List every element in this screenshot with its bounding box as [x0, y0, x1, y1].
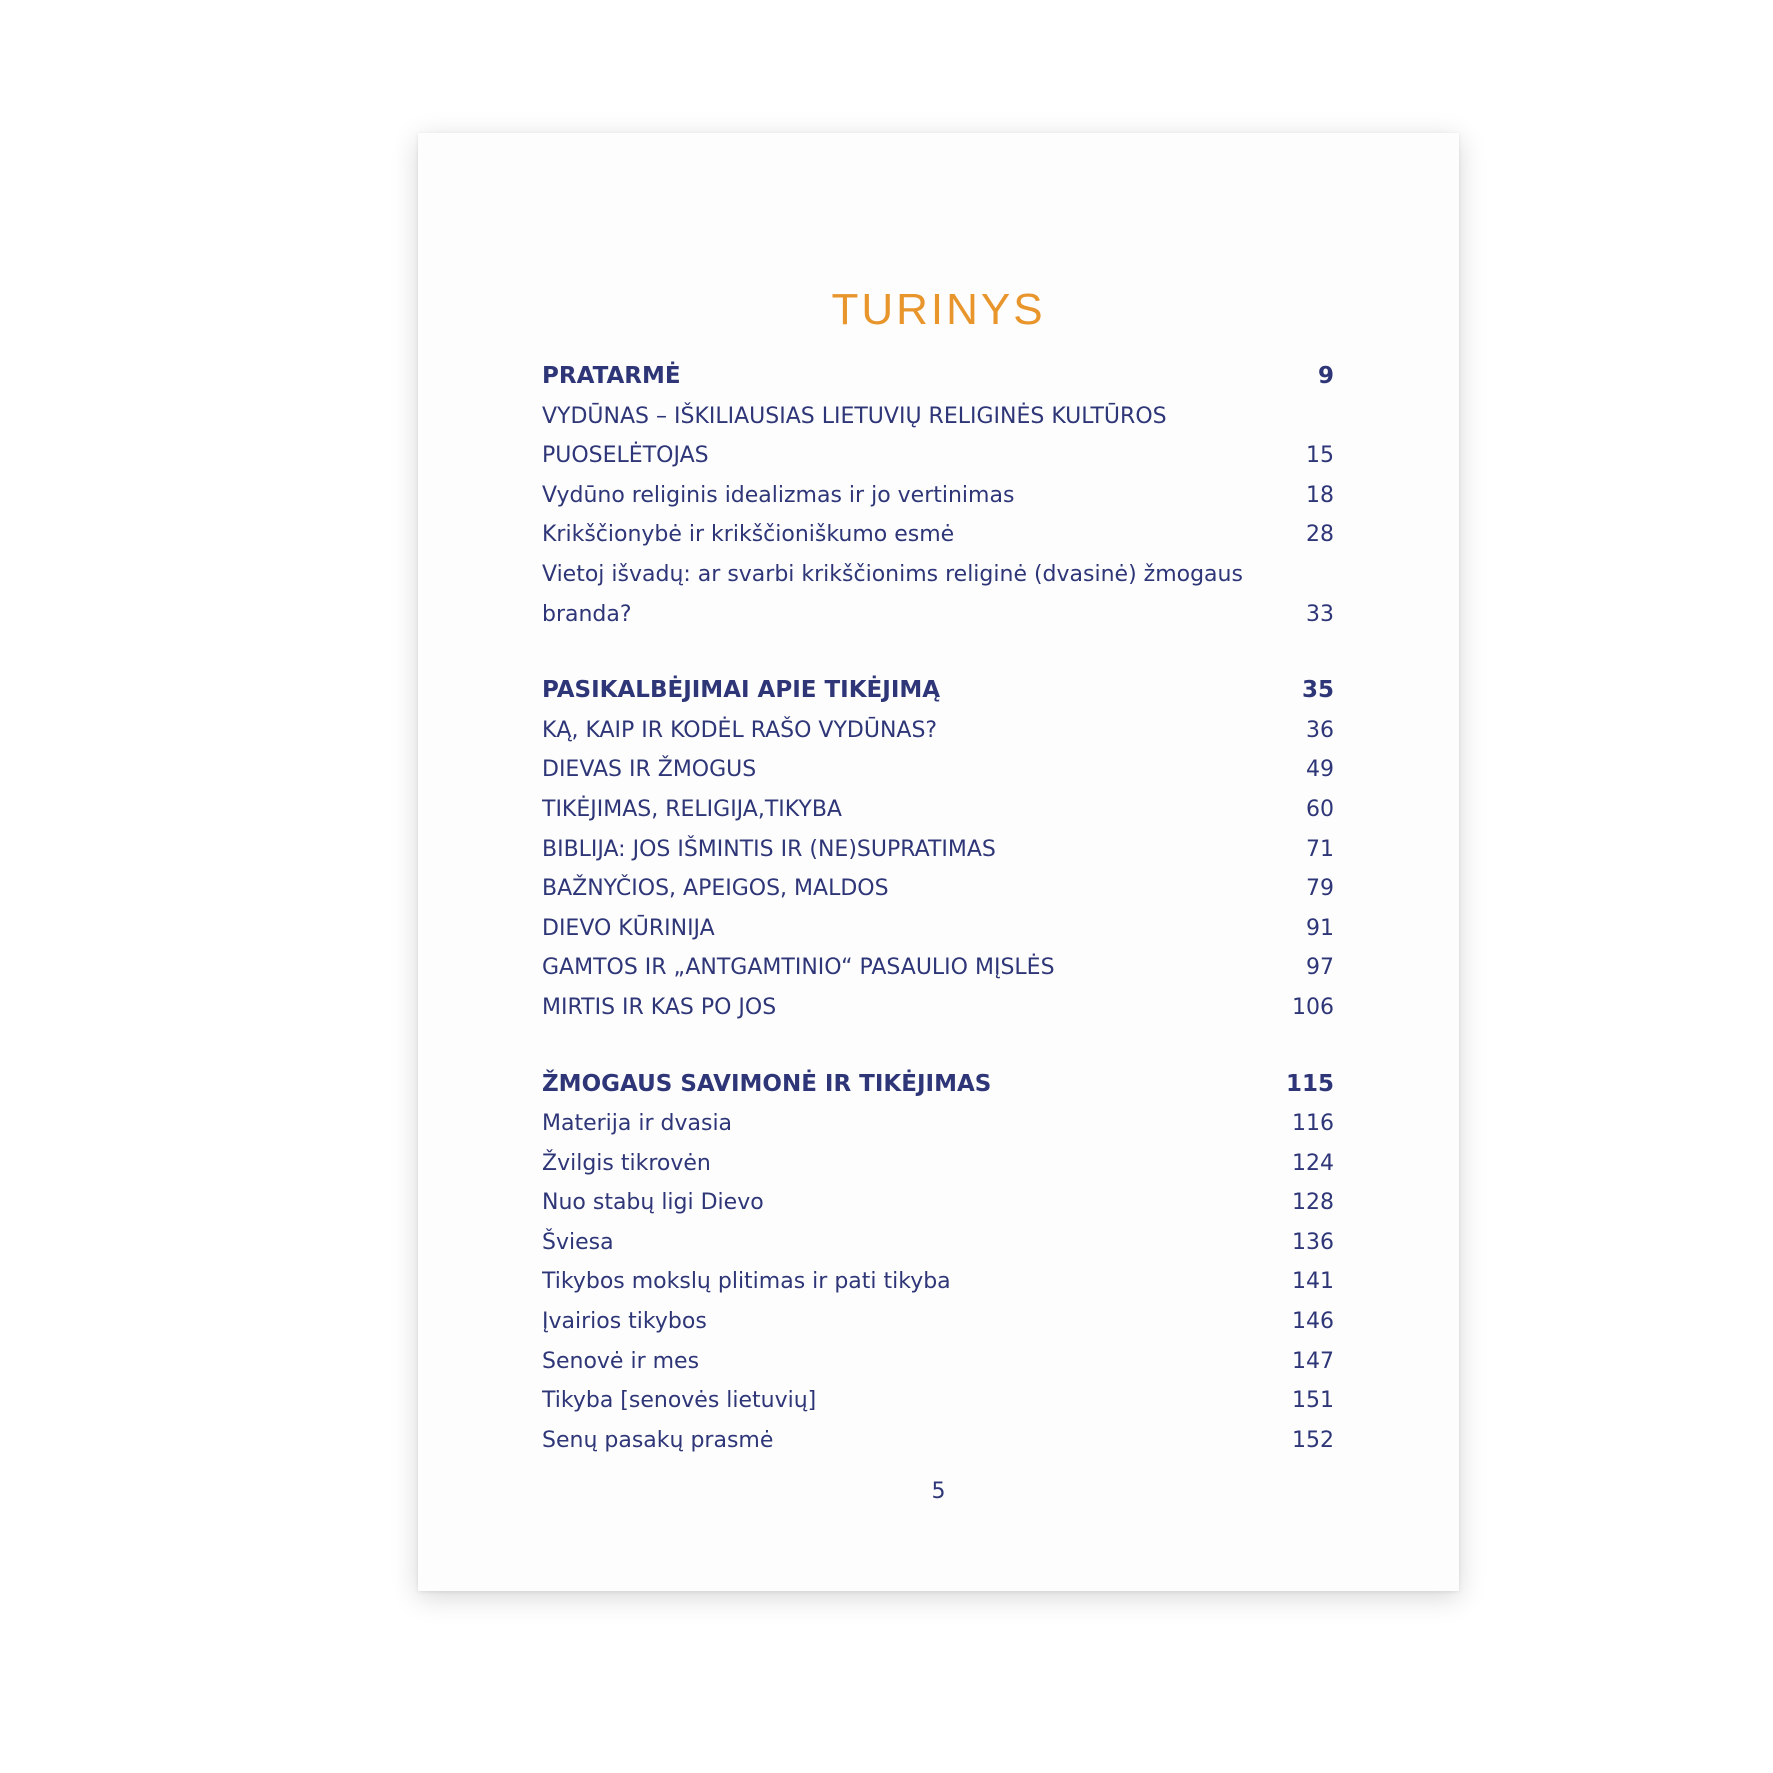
toc-entry — [542, 1421, 1334, 1461]
toc-entry-label: TIKĖJIMAS, RELIGIJA,TIKYBA — [542, 796, 842, 822]
toc-entry — [542, 790, 1334, 830]
toc-entry-label: Senovė ir mes — [542, 1348, 700, 1374]
toc-entry — [542, 1104, 1334, 1144]
toc-entry — [542, 750, 1334, 790]
toc-heading-page: 35 — [1301, 677, 1334, 704]
toc-entry-page: 124 — [1292, 1150, 1334, 1176]
toc-heading-page: 115 — [1285, 1070, 1334, 1097]
toc-entry — [542, 1342, 1334, 1382]
toc-entry-label: Senų pasakų prasmė — [542, 1427, 774, 1453]
toc-entry-label: BIBLIJA: JOS IŠMINTIS IR (NE)SUPRATIMAS — [542, 836, 996, 862]
toc-section-heading — [542, 671, 1334, 711]
toc-entry — [542, 830, 1334, 870]
toc-entry-label: MIRTIS IR KAS PO JOS — [542, 994, 777, 1020]
toc-entry-page: 60 — [1306, 796, 1334, 822]
toc-entry-label: Tikyba [senovės lietuvių] — [542, 1388, 817, 1414]
toc-entry — [542, 988, 1334, 1028]
toc-entry-page: 152 — [1292, 1427, 1334, 1453]
toc-heading-label: ŽMOGAUS SAVIMONĖ IR TIKĖJIMAS — [542, 1070, 992, 1097]
table-of-contents — [542, 357, 1334, 1460]
toc-entry-page: 71 — [1306, 836, 1334, 862]
toc-entry-page: 106 — [1292, 994, 1334, 1020]
toc-entry-page: 141 — [1292, 1269, 1334, 1295]
toc-entry-page: 128 — [1292, 1190, 1334, 1216]
toc-entry-page: 33 — [1306, 601, 1334, 627]
toc-entry-continued — [542, 555, 1334, 595]
toc-entry-page: 116 — [1292, 1111, 1334, 1137]
toc-entry-page: 91 — [1306, 915, 1334, 941]
toc-entry — [542, 1223, 1334, 1263]
toc-entry-label: Šviesa — [542, 1229, 614, 1255]
toc-entry — [542, 1381, 1334, 1421]
toc-heading-label: PRATARMĖ — [542, 363, 681, 389]
toc-entry — [542, 595, 1334, 635]
toc-entry-continued — [542, 397, 1334, 437]
toc-entry-page: 49 — [1306, 757, 1334, 783]
section-spacer — [542, 634, 1334, 671]
toc-entry-label: GAMTOS IR „ANTGAMTINIO“ PASAULIO MĮSLĖS — [542, 955, 1055, 981]
toc-entry-label: Žvilgis tikrovėn — [542, 1150, 711, 1176]
toc-entry — [542, 869, 1334, 909]
toc-entry — [542, 1262, 1334, 1302]
toc-entry-label: Nuo stabų ligi Dievo — [542, 1190, 764, 1216]
toc-entry-label: BAŽNYČIOS, APEIGOS, MALDOS — [542, 876, 889, 902]
toc-entry-page: 151 — [1292, 1388, 1334, 1414]
toc-entry — [542, 436, 1334, 476]
toc-entry-page: 146 — [1292, 1309, 1334, 1335]
toc-entry-label: Tikybos mokslų plitimas ir pati tikyba — [542, 1269, 951, 1295]
toc-entry-page: 28 — [1306, 522, 1334, 548]
toc-entry-page: 136 — [1292, 1229, 1334, 1255]
toc-entry — [542, 476, 1334, 516]
page-title: TURINYS — [831, 285, 1046, 334]
toc-entry-label: PUOSELĖTOJAS — [542, 443, 709, 469]
toc-entry-label: branda? — [542, 601, 632, 627]
toc-entry — [542, 1144, 1334, 1184]
section-spacer — [542, 1028, 1334, 1065]
toc-entry-page: 79 — [1306, 876, 1334, 902]
toc-entry-label: KĄ, KAIP IR KODĖL RAŠO VYDŪNAS? — [542, 717, 938, 743]
toc-entry — [542, 1302, 1334, 1342]
toc-entry-page: 36 — [1306, 717, 1334, 743]
toc-entry-label-line1: VYDŪNAS – IŠKILIAUSIAS LIETUVIŲ RELIGINĖS KULTŪROS — [542, 403, 1167, 429]
toc-entry-label: Vydūno religinis idealizmas ir jo vertinimas — [542, 482, 1015, 508]
toc-entry-label: DIEVO KŪRINIJA — [542, 915, 715, 941]
toc-section-heading — [542, 357, 1334, 397]
toc-entry-label-line1: Vietoj išvadų: ar svarbi krikščionims religinė (dvasinė) žmogaus — [542, 561, 1243, 587]
toc-entry-page: 18 — [1306, 482, 1334, 508]
toc-entry-page: 97 — [1306, 955, 1334, 981]
toc-entry-label: DIEVAS IR ŽMOGUS — [542, 757, 757, 783]
toc-entry — [542, 1183, 1334, 1223]
toc-entry — [542, 515, 1334, 555]
toc-heading-page: 9 — [1317, 363, 1334, 389]
toc-entry — [542, 909, 1334, 949]
toc-entry-label: Materija ir dvasia — [542, 1111, 733, 1137]
toc-heading-label: PASIKALBĖJIMAI APIE TIKĖJIMĄ — [542, 677, 941, 704]
page-number: 5 — [931, 1479, 946, 1504]
toc-entry — [542, 711, 1334, 751]
toc-section-heading — [542, 1065, 1334, 1105]
toc-entry — [542, 948, 1334, 988]
toc-entry-label: Krikščionybė ir krikščioniškumo esmė — [542, 522, 955, 548]
book-page — [418, 133, 1459, 1591]
toc-entry-page: 147 — [1292, 1348, 1334, 1374]
toc-entry-label: Įvairios tikybos — [542, 1309, 707, 1335]
toc-entry-page: 15 — [1306, 443, 1334, 469]
